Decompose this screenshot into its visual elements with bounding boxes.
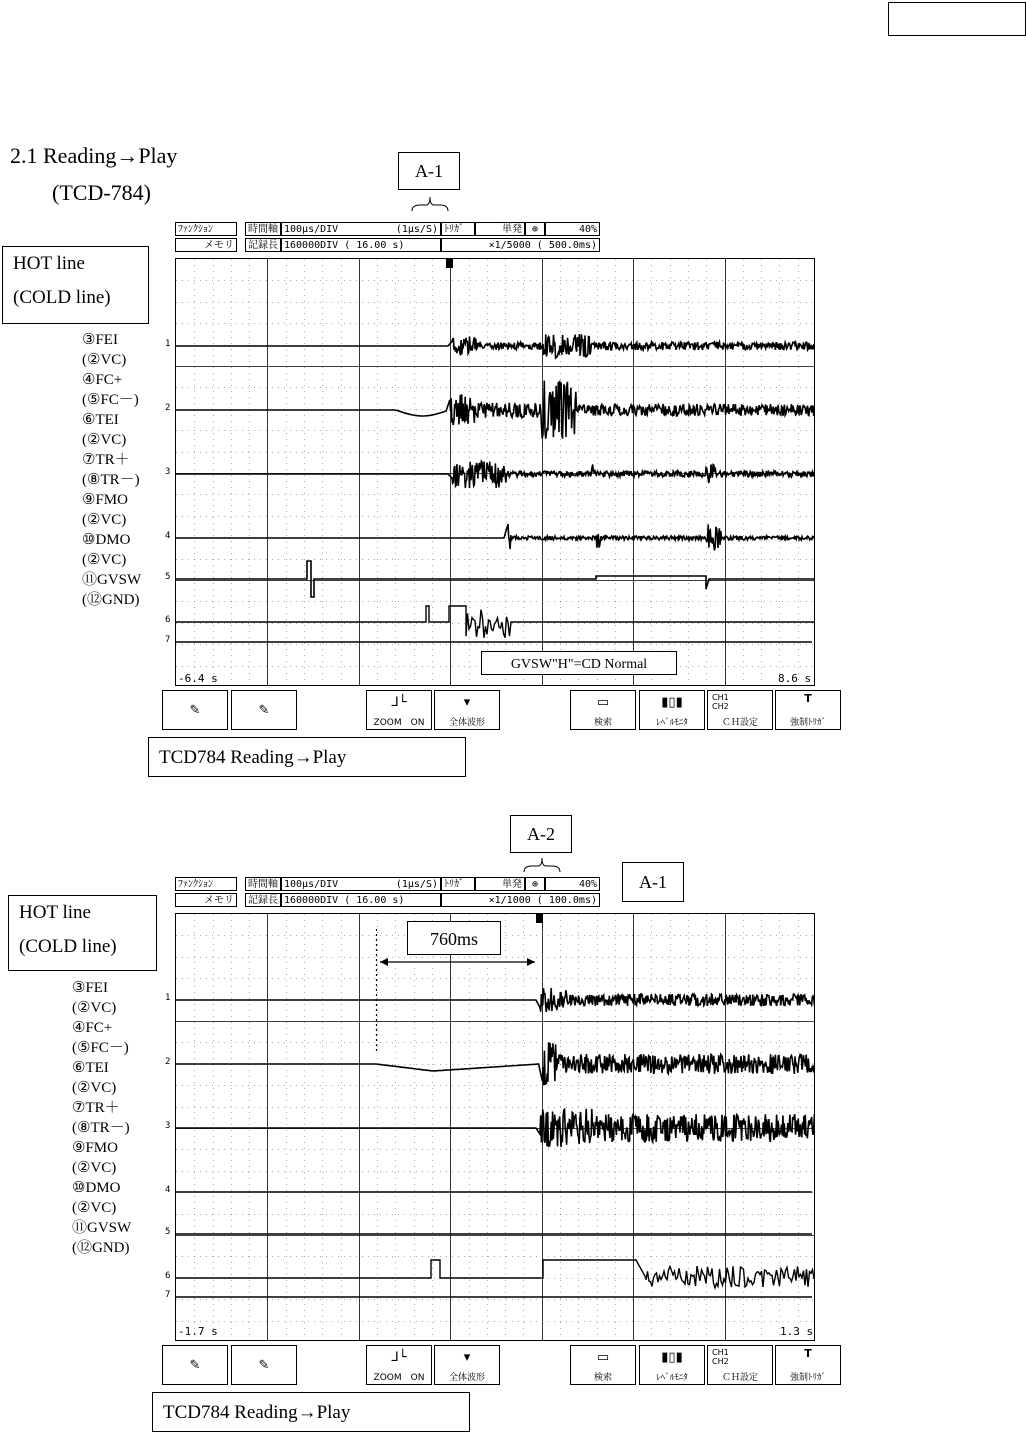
channel-number: 7 [165,635,171,645]
level-monitor-button[interactable] [639,690,705,730]
channel-reference-name: (⑫GND) [72,1240,130,1256]
scope2-marker-brace [522,856,562,876]
pen-icon: ✎ [258,703,270,718]
search-button-label: 検索 [593,1373,612,1383]
trigger-edge-icon: ⊕ [525,877,545,891]
trigger-label: ﾄﾘｶﾞ [441,222,475,236]
function-label: ﾌｧﾝｸｼｮﾝ [175,877,237,891]
channel-number: 1 [165,993,171,1003]
scope1-marker-brace [410,195,450,215]
channel-label [72,1098,130,1138]
sample-rate: (1μs/S) [395,879,438,890]
timebase-label: 時間軸 [245,222,281,236]
page-corner-box [888,2,1026,36]
scope1-header [175,222,600,254]
percent-value: 40% [545,222,600,236]
pen-icon: ✎ [189,703,201,718]
cold-line-label: (COLD line) [19,936,117,957]
pen-button-2[interactable] [231,690,297,730]
scope1-legend [2,246,149,324]
channel-label [72,1178,120,1218]
channel-signal-name: ⑥TEI [72,1060,109,1076]
ch-settings-button-label: ＣＨ設定 [721,1373,758,1383]
channel-reference-name: (⑧TR－) [72,1120,130,1136]
scope1-time-end: 8.6 s [778,672,812,685]
channel-label [82,370,139,410]
waveform-button-label: 全体波形 [448,1373,485,1383]
channel-signal-name: ⑩DMO [72,1180,121,1196]
scope2-side-marker: A-1 [622,862,684,902]
channel-reference-name: (②VC) [72,1000,117,1016]
ch1-label: CH1 [712,1348,729,1357]
scope2-legend [8,895,157,971]
channel-reference-name: (②VC) [72,1200,117,1216]
search-button[interactable] [570,690,636,730]
waveform-button-label: 全体波形 [448,718,485,728]
channel-number: 5 [165,1227,171,1237]
record-value: 160000DIV ( 16.00 s) [281,893,441,907]
channel-label [82,570,141,610]
channel-label [72,1138,118,1178]
hot-line-label: HOT line [13,253,85,274]
channel-signal-name: ⑥TEI [82,412,119,428]
channel-reference-name: (②VC) [72,1080,117,1096]
scope1-annotation: GVSW"H"=CD Normal [481,651,677,675]
channel-reference-name: (②VC) [82,352,127,368]
channel-signal-name: ⑪GVSW [82,572,142,588]
channel-signal-name: ④FC+ [72,1020,113,1036]
ch-settings-button[interactable] [707,1345,773,1385]
percent-value: 40% [545,877,600,891]
scope1-marker: A-1 [398,152,460,190]
trigger-marker [536,914,543,923]
channel-signal-name: ③FEI [82,332,118,348]
level-monitor-icon: ▮▯▮ [661,695,683,710]
scope1-time-start: -6.4 s [178,672,218,685]
single-label: 単発 [475,877,525,891]
channel-signal-name: ⑪GVSW [72,1220,132,1236]
waveform-button[interactable] [434,1345,500,1385]
level-monitor-button[interactable] [639,1345,705,1385]
channel-label [82,410,126,450]
waveform-icon: ▾ [463,1350,471,1365]
channel-number: 4 [165,531,171,541]
timebase-value-text: 100μs/DIV [284,224,339,235]
trigger-mark-icon: T [804,692,812,705]
zoom-button-label: ZOOM ON [373,718,425,728]
channel-reference-name: (⑤FC－) [72,1040,129,1056]
memory-label: メモリ [175,238,237,252]
channel-reference-name: (②VC) [72,1160,117,1176]
channel-number: 2 [165,1057,171,1067]
channel-label [82,530,130,570]
search-button-label: 検索 [593,718,612,728]
ch2-label: CH2 [712,702,729,711]
pen-icon: ✎ [258,1358,270,1373]
channel-label [72,1058,116,1098]
level-monitor-button-label: ﾚﾍﾞﾙﾓﾆﾀ [656,718,688,728]
zoom-icon: ⅃└ [391,1350,407,1365]
timebase-label: 時間軸 [245,877,281,891]
channel-label [82,450,140,490]
channel-signal-name: ⑨FMO [82,492,128,508]
scope2-header [175,877,600,909]
channel-signal-name: ④FC+ [82,372,123,388]
scope2-interval-label: 760ms [407,921,501,955]
channel-number: 2 [165,403,171,413]
timebase-value [281,222,441,236]
zoom-button[interactable] [366,1345,432,1385]
trigger-mark-icon: T [804,1347,812,1360]
search-icon: ▭ [596,695,610,710]
record-label: 記録長 [245,238,281,252]
sample-rate: (1μs/S) [395,224,438,235]
trigger-marker [446,259,453,268]
zoom-value: ×1/1000 ( 100.0ms) [441,893,600,907]
waveform-icon: ▾ [463,695,471,710]
section-subtitle: (TCD-784) [52,180,151,205]
channel-number: 5 [165,572,171,582]
channel-signal-name: ⑨FMO [72,1140,118,1156]
channel-label [72,1218,131,1258]
channel-reference-name: (⑤FC－) [82,392,139,408]
force-trigger-button-label: 強制ﾄﾘｶﾞ [789,1373,826,1383]
force-trigger-button[interactable] [775,690,841,730]
ch-settings-button-label: ＣＨ設定 [721,718,758,728]
waveform-button[interactable] [434,690,500,730]
ch2-label: CH2 [712,1357,729,1366]
channel-signal-name: ③FEI [72,980,108,996]
scope1-display [175,258,815,686]
ch1-label: CH1 [712,693,729,702]
channel-reference-name: (②VC) [82,552,127,568]
pen-button-1[interactable] [162,690,228,730]
timebase-value [281,877,441,891]
scope2-caption: TCD784 Reading→Play [152,1392,470,1432]
channel-number: 6 [165,1271,171,1281]
trigger-edge-icon: ⊕ [525,222,545,236]
channel-reference-name: (②VC) [82,432,127,448]
force-trigger-button-label: 強制ﾄﾘｶﾞ [789,718,826,728]
channel-signal-name: ⑩DMO [82,532,131,548]
memory-label: メモリ [175,893,237,907]
channel-number: 1 [165,339,171,349]
level-monitor-icon: ▮▯▮ [661,1350,683,1365]
zoom-button[interactable] [366,690,432,730]
trigger-label: ﾄﾘｶﾞ [441,877,475,891]
scope2-marker: A-2 [510,815,572,853]
zoom-button-label: ZOOM ON [373,1373,425,1383]
scope2-time-start: -1.7 s [178,1325,218,1338]
ch-settings-button[interactable] [707,690,773,730]
force-trigger-button[interactable] [775,1345,841,1385]
channel-number: 3 [165,1121,171,1131]
zoom-value: ×1/5000 ( 500.0ms) [441,238,600,252]
channel-number: 4 [165,1185,171,1195]
channel-signal-name: ⑦TR＋ [82,452,130,468]
scope2-display [175,913,815,1341]
record-label: 記録長 [245,893,281,907]
channel-label [82,330,126,370]
level-monitor-button-label: ﾚﾍﾞﾙﾓﾆﾀ [656,1373,688,1383]
zoom-icon: ⅃└ [391,695,407,710]
channel-signal-name: ⑦TR＋ [72,1100,120,1116]
channel-number: 3 [165,467,171,477]
channel-number: 6 [165,615,171,625]
channel-number: 7 [165,1290,171,1300]
scope2-time-end: 1.3 s [780,1325,814,1338]
channel-label [82,490,128,530]
channel-label [72,978,116,1018]
single-label: 単発 [475,222,525,236]
timebase-value-text: 100μs/DIV [284,879,339,890]
scope1-caption: TCD784 Reading→Play [148,737,466,777]
hot-line-label: HOT line [19,902,91,923]
channel-reference-name: (⑧TR－) [82,472,140,488]
pen-button-1[interactable] [162,1345,228,1385]
pen-button-2[interactable] [231,1345,297,1385]
channel-label [72,1018,129,1058]
cold-line-label: (COLD line) [13,287,111,308]
section-title: 2.1 Reading→Play [10,143,178,168]
record-value: 160000DIV ( 16.00 s) [281,238,441,252]
function-label: ﾌｧﾝｸｼｮﾝ [175,222,237,236]
channel-reference-name: (②VC) [82,512,127,528]
search-button[interactable] [570,1345,636,1385]
search-icon: ▭ [596,1350,610,1365]
pen-icon: ✎ [189,1358,201,1373]
channel-reference-name: (⑫GND) [82,592,140,608]
